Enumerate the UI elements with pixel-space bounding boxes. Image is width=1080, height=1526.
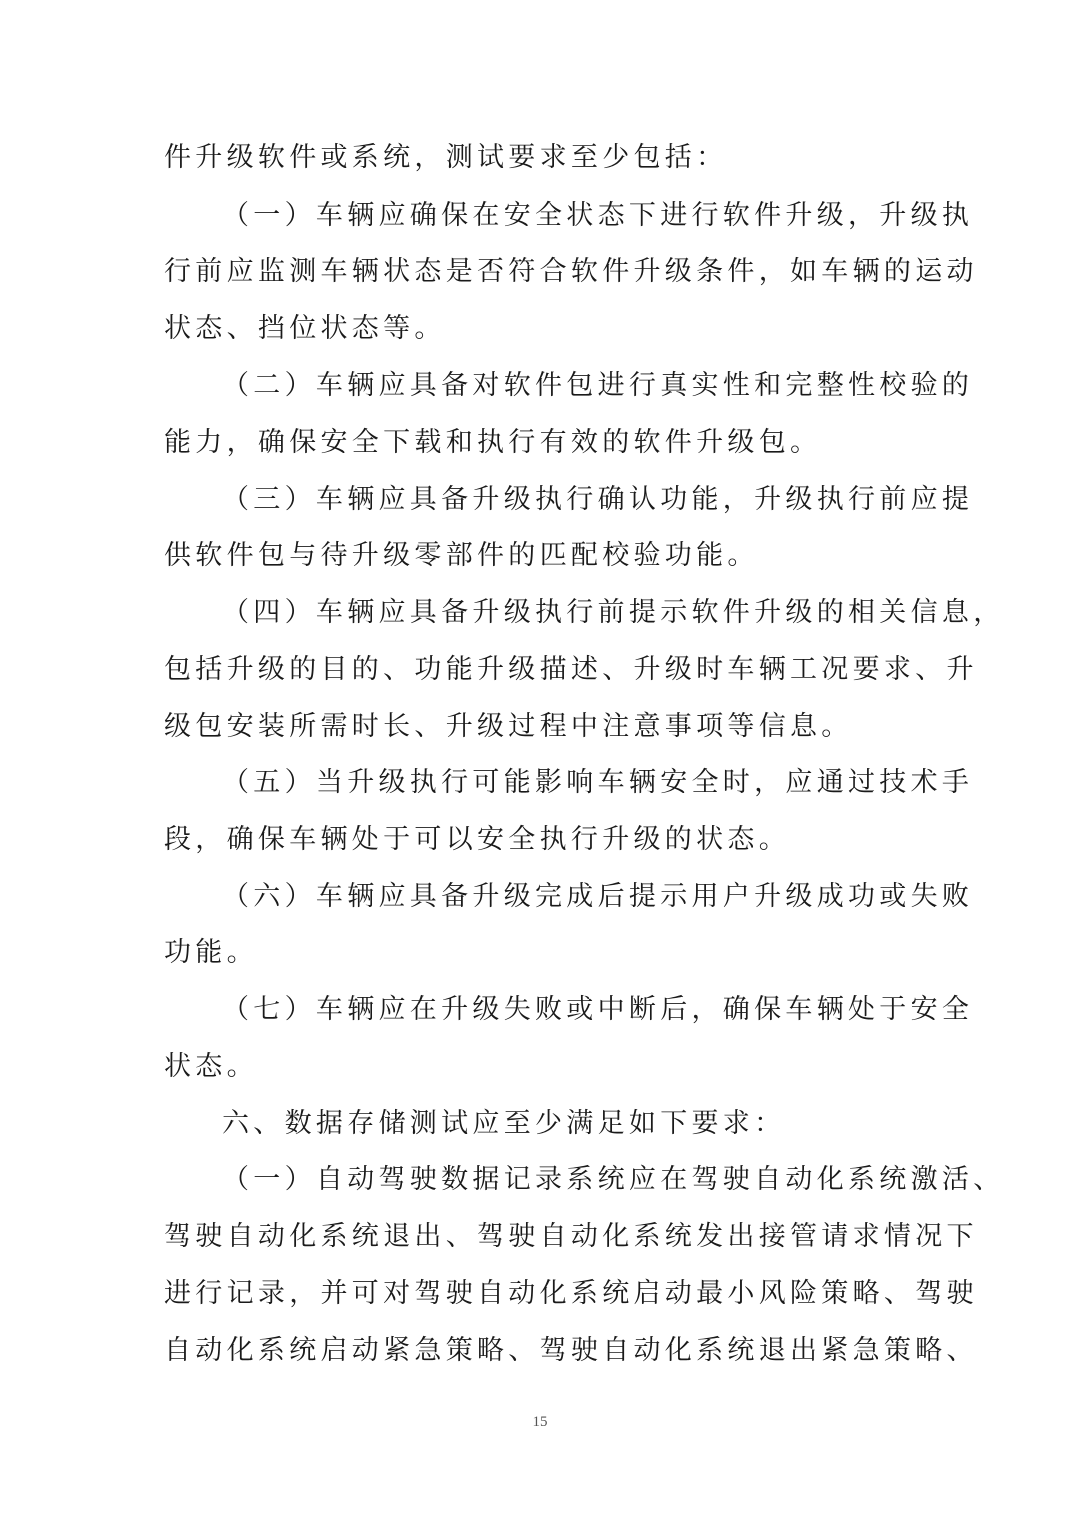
text-line: 能力，确保安全下载和执行有效的软件升级包。: [164, 427, 822, 458]
text-line: （一）自动驾驶数据记录系统应在驾驶自动化系统激活、: [222, 1164, 1005, 1195]
text-line: （一）车辆应确保在安全状态下进行软件升级，升级执: [222, 200, 974, 231]
text-line: 包括升级的目的、功能升级描述、升级时车辆工况要求、升: [164, 654, 978, 685]
text-line: 供软件包与待升级零部件的匹配校验功能。: [164, 540, 759, 571]
page-number: 15: [532, 1414, 548, 1430]
text-line: 行前应监测车辆状态是否符合软件升级条件，如车辆的运动: [164, 256, 978, 287]
text-line: （四）车辆应具备升级执行前提示软件升级的相关信息，: [222, 597, 1005, 628]
section-heading: 六、数据存储测试应至少满足如下要求：: [222, 1108, 786, 1139]
text-line: 段，确保车辆处于可以安全执行升级的状态。: [164, 824, 790, 855]
text-line: （七）车辆应在升级失败或中断后，确保车辆处于安全: [222, 994, 974, 1025]
text-line: 驾驶自动化系统退出、驾驶自动化系统发出接管请求情况下: [164, 1221, 978, 1252]
text-line: 级包安装所需时长、升级过程中注意事项等信息。: [164, 711, 853, 742]
text-line: （六）车辆应具备升级完成后提示用户升级成功或失败: [222, 881, 974, 912]
text-line: 自动化系统启动紧急策略、驾驶自动化系统退出紧急策略、: [164, 1335, 978, 1366]
text-line: 状态。: [164, 1051, 258, 1082]
text-line: 件升级软件或系统，测试要求至少包括：: [164, 142, 728, 173]
text-line: 功能。: [164, 937, 258, 968]
text-line: （三）车辆应具备升级执行确认功能，升级执行前应提: [222, 484, 974, 515]
text-line: （五）当升级执行可能影响车辆安全时，应通过技术手: [222, 767, 974, 798]
text-line: 进行记录，并可对驾驶自动化系统启动最小风险策略、驾驶: [164, 1278, 978, 1309]
text-line: 状态、挡位状态等。: [164, 313, 446, 344]
text-line: （二）车辆应具备对软件包进行真实性和完整性校验的: [222, 370, 974, 401]
